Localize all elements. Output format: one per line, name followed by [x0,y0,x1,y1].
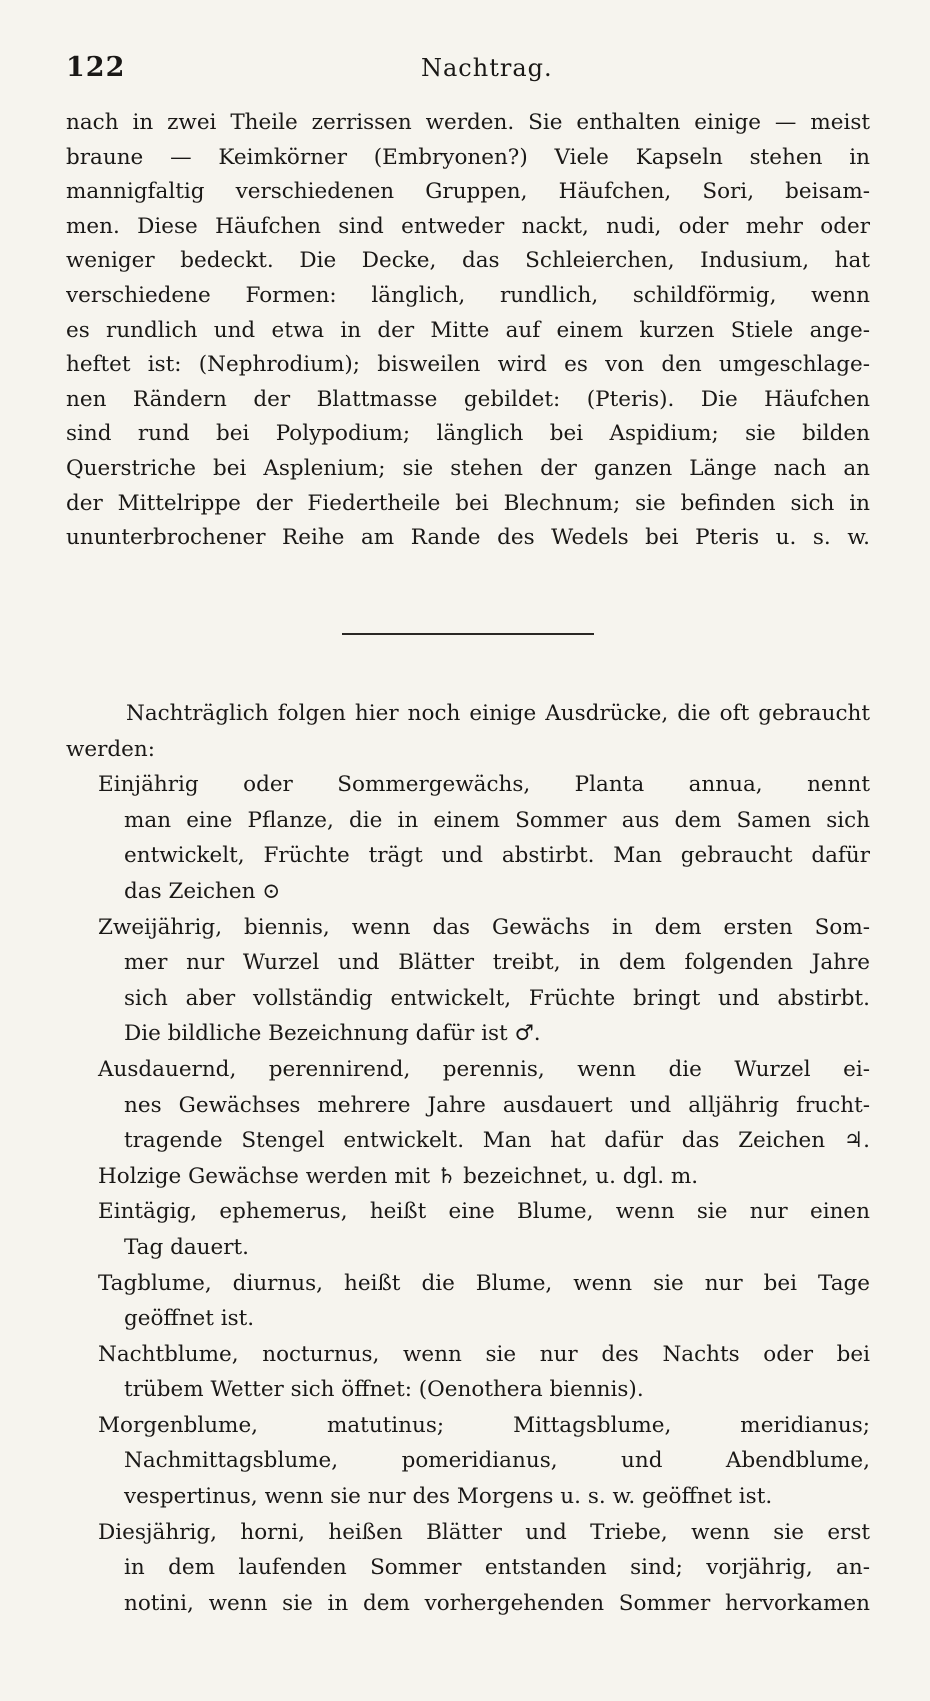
entry-line: entwickelt, Früchte trägt und abstirbt. Man gebraucht dafür [124,843,870,869]
entry-line: Nachmittagsblume, pomeridianus, und Abendblume, [124,1448,870,1474]
text-line: der Mittelrippe der Fiedertheile bei Blechnum; sie befinden sich in [66,490,870,516]
entry-line: Holzige Gewächse werden mit ♄ bezeichnet, u. dgl. m. [98,1163,699,1189]
term-entry-ausdauernd [66,1052,870,1159]
page-header [66,52,866,92]
term-entry-morgenblume [66,1408,870,1515]
term-entry-diesjaehrig [66,1515,870,1622]
entry-line: vespertinus, wenn sie nur des Morgens u. s. w. geöffnet ist. [124,1484,773,1510]
entry-line: das Zeichen ⊙ [124,878,281,904]
text-line: sind rund bei Polypodium; länglich bei Aspidium; sie bilden [66,421,870,447]
entry-line: man eine Pflanze, die in einem Sommer aus dem Samen sich [124,807,870,833]
entry-line: nes Gewächses mehrere Jahre ausdauert und alljährig frucht- [124,1092,870,1118]
text-line: mannigfaltig verschiedenen Gruppen, Häufchen, Sori, beisam- [66,179,870,205]
intro-line: Nachträglich folgen hier noch einige Ausdrücke, die oft gebraucht [126,701,870,726]
text-line: weniger bedeckt. Die Decke, das Schleierchen, Indusium, hat [66,248,870,274]
entry-line: Ausdauernd, perennirend, perennis, wenn die Wurzel ei- [98,1056,870,1082]
entry-line: Morgenblume, matutinus; Mittagsblume, meridianus; [98,1412,870,1438]
section-divider [342,633,594,635]
term-entry-tagblume [66,1266,870,1337]
running-head: Nachtrag. [421,54,553,82]
entry-line: trübem Wetter sich öffnet: (Oenothera biennis). [124,1377,644,1403]
entry-line: Zweijährig, biennis, wenn das Gewächs in dem ersten Som- [98,914,870,940]
entry-line: in dem laufenden Sommer entstanden sind; vorjährig, an- [124,1555,870,1581]
text-line: verschiedene Formen: länglich, rundlich, schildförmig, wenn [66,282,870,308]
entry-line: Einjährig oder Sommergewächs, Planta annua, nennt [98,772,870,798]
paragraph-continuation [66,106,870,556]
entry-line: sich aber vollständig entwickelt, Früchte bringt und abstirbt. [124,985,870,1011]
entry-line: mer nur Wurzel und Blätter treibt, in dem folgenden Jahre [124,950,870,976]
term-entry-einjaehrig [66,767,870,909]
text-line: men. Diese Häufchen sind entweder nackt, nudi, oder mehr oder [66,213,870,239]
entry-line: Eintägig, ephemerus, heißt eine Blume, wenn sie nur einen [98,1199,870,1225]
term-entry-nachtblume [66,1337,870,1408]
entry-line: Tag dauert. [124,1234,249,1260]
text-line: nach in zwei Theile zerrissen werden. Sie enthalten einige — meist [66,110,870,135]
term-entry-eintaegig [66,1194,870,1265]
entry-line: Nachtblume, nocturnus, wenn sie nur des Nachts oder bei [98,1341,870,1367]
entry-line: tragende Stengel entwickelt. Man hat dafür das Zeichen ♃. [124,1128,870,1154]
intro-line: werden: [66,736,155,762]
term-entry-holzige [66,1159,870,1195]
text-line: heftet ist: (Nephrodium); bisweilen wird es von den umgeschlage- [66,352,870,378]
text-line: es rundlich und etwa in der Mitte auf einem kurzen Stiele ange- [66,317,870,343]
text-line: ununterbrochener Reihe am Rande des Wedels bei Pteris u. s. w. [66,525,870,551]
text-line: nen Rändern der Blattmasse gebildet: (Pteris). Die Häufchen [66,386,870,412]
text-line: braune — Keimkörner (Embryonen?) Viele Kapseln stehen in [66,144,870,170]
entry-line: Tagblume, diurnus, heißt die Blume, wenn sie nur bei Tage [98,1270,870,1296]
entry-line: Diesjährig, horni, heißen Blätter und Triebe, wenn sie erst [98,1519,870,1545]
entry-line: notini, wenn sie in dem vorhergehenden Sommer hervorkamen [124,1590,870,1616]
entry-line: geöffnet ist. [124,1306,255,1332]
supplement-section [66,696,870,1621]
entry-line: Die bildliche Bezeichnung dafür ist ♂. [124,1021,541,1047]
text-line: Querstriche bei Asplenium; sie stehen der ganzen Länge nach an [66,455,870,481]
term-entry-zweijaehrig [66,910,870,1052]
page-number: 122 [66,52,126,83]
